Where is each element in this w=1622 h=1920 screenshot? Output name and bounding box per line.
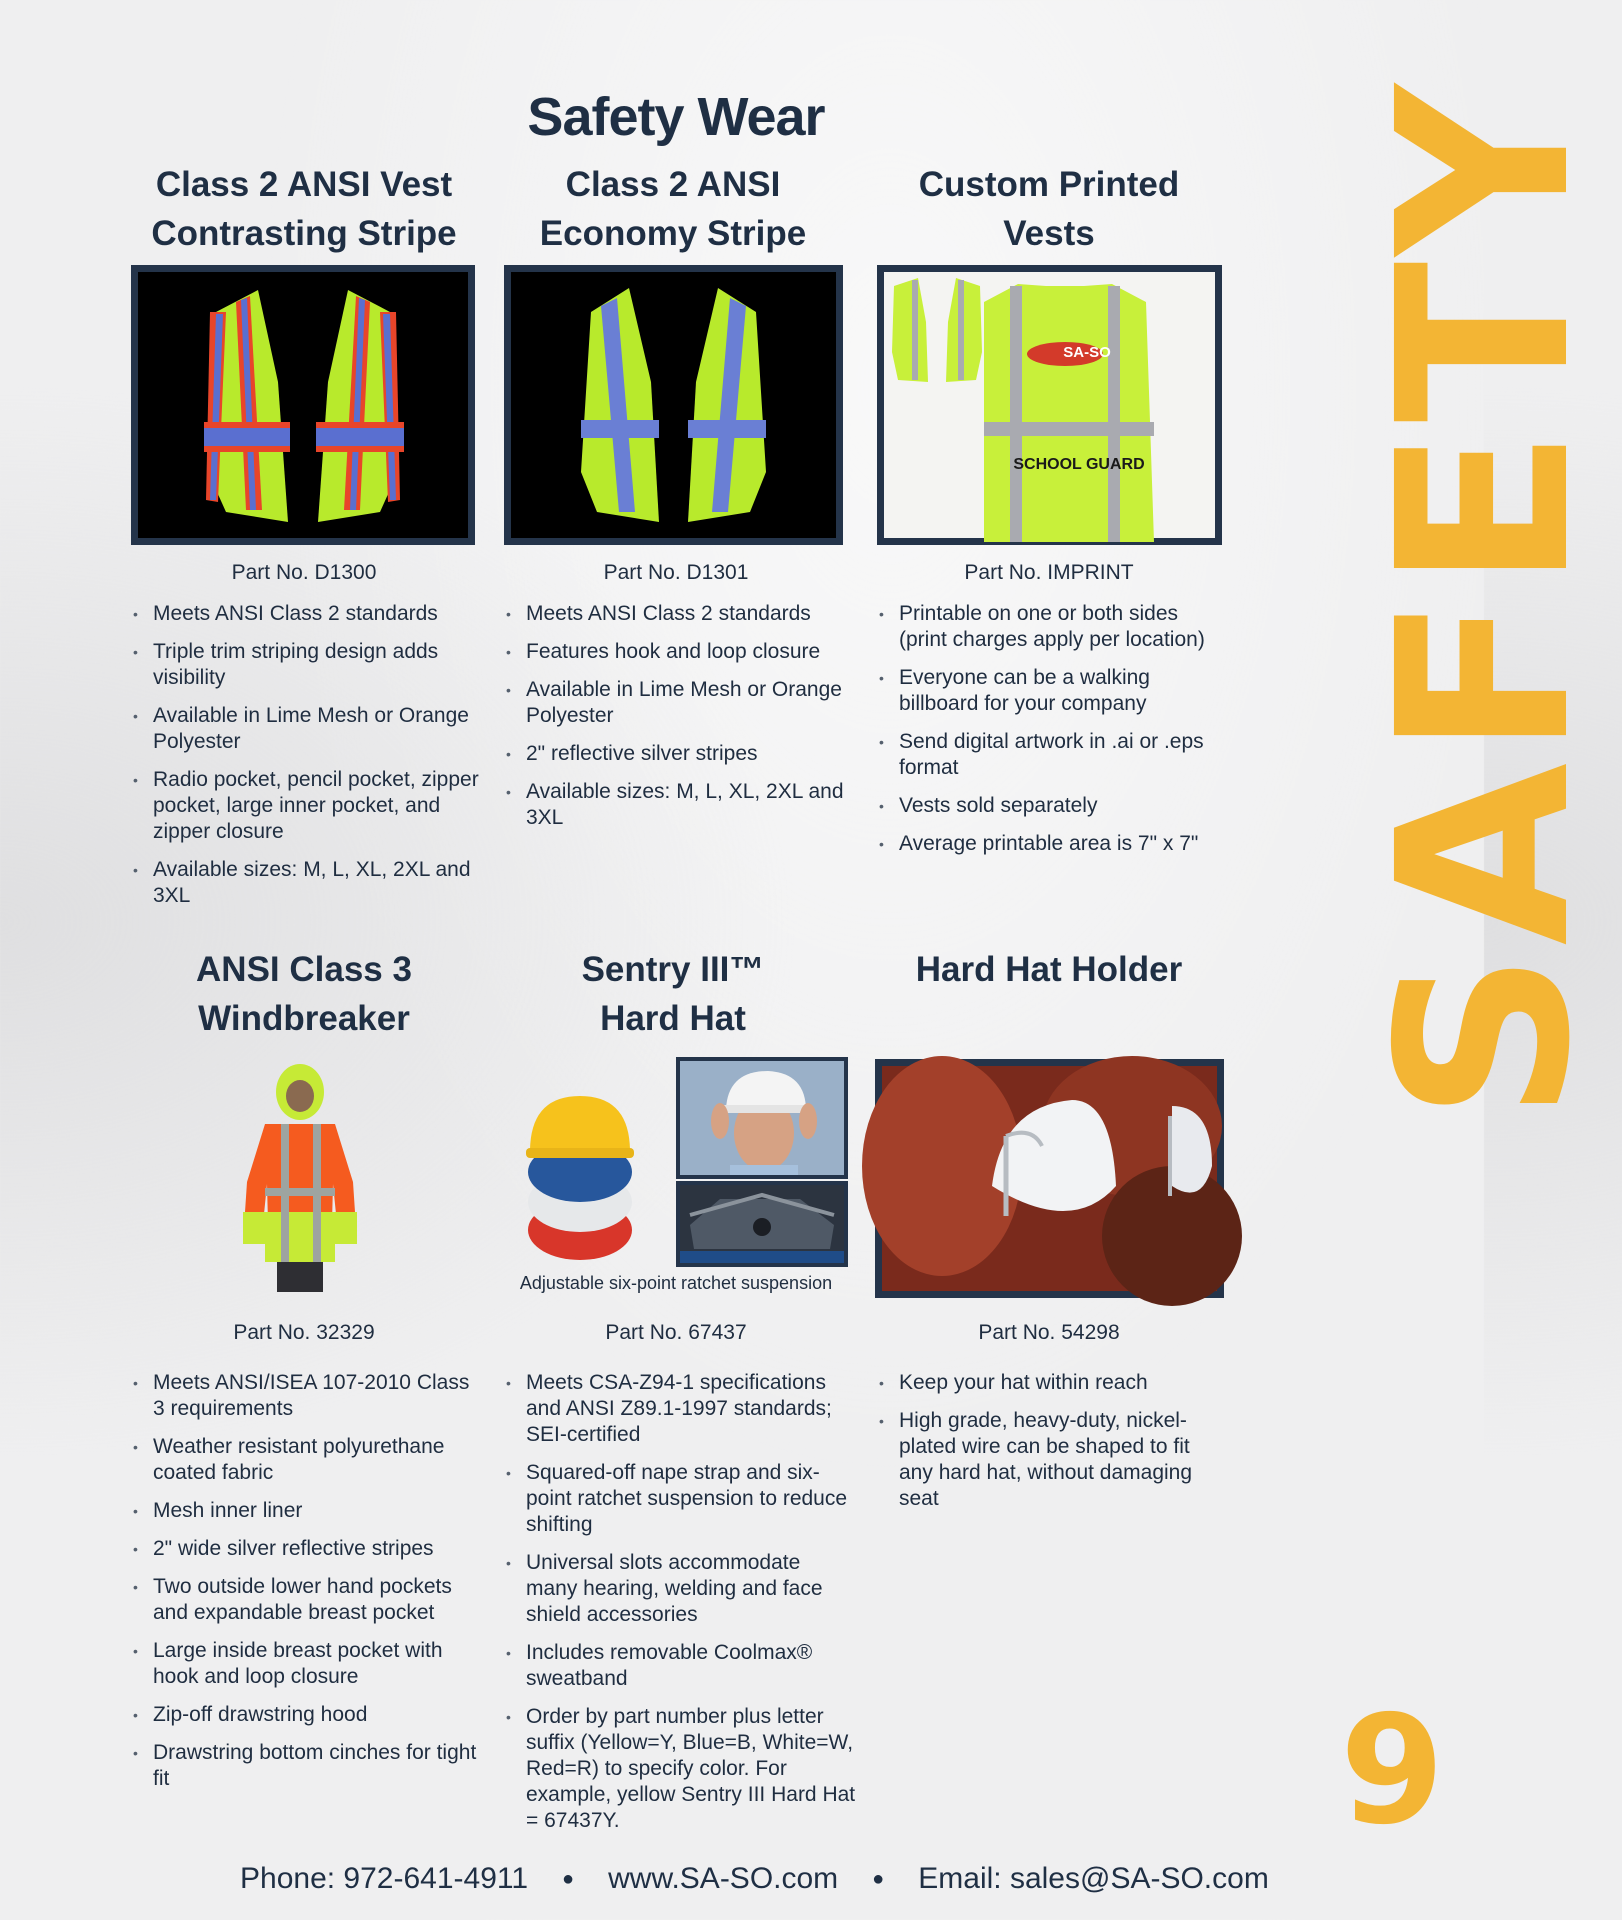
hard-hat-stack-photo xyxy=(520,1090,640,1270)
list-item: • Weather resistant polyurethane coated fabric xyxy=(131,1434,483,1486)
hard-hat-holder-illustration xyxy=(882,1066,1217,1291)
part-number: Part No. D1300 xyxy=(231,561,377,584)
part-number: Part No. 67437 xyxy=(605,1321,747,1344)
vest-logo-text: SA-SO xyxy=(1063,344,1111,361)
list-item: • Universal slots accommodate many hearing, welding and face shield accessories xyxy=(504,1550,856,1628)
list-item: • Meets ANSI Class 2 standards xyxy=(504,601,856,627)
list-item: • Vests sold separately xyxy=(877,793,1229,819)
list-item: • 2" wide silver reflective stripes xyxy=(131,1536,483,1562)
footer-contact xyxy=(240,1862,1269,1896)
vest-print-text: SCHOOL GUARD xyxy=(1013,456,1145,473)
windbreaker-photo xyxy=(225,1062,375,1294)
list-item: • Keep your hat within reach xyxy=(877,1370,1229,1396)
ratchet-suspension-illustration xyxy=(680,1185,844,1263)
page-number: 9 xyxy=(1340,1684,1445,1858)
list-item: • Available in Lime Mesh or Orange Polyester xyxy=(131,703,483,755)
product-title: Class 2 ANSI Vest Contrasting Stripe xyxy=(151,165,457,253)
list-item: • 2" reflective silver stripes xyxy=(504,741,856,767)
vest-economy-stripe-illustration xyxy=(511,272,836,538)
list-item: • Large inside breast pocket with hook and loop closure xyxy=(131,1638,483,1690)
product-title: Sentry III™ Hard Hat xyxy=(581,950,765,1038)
list-item: • Triple trim striping design adds visibility xyxy=(131,639,483,691)
list-item: • Radio pocket, pencil pocket, zipper pocket, large inner pocket, and zipper closure xyxy=(131,767,483,845)
list-item: • Meets ANSI Class 2 standards xyxy=(131,601,483,627)
separator-dot-icon: ● xyxy=(872,1867,885,1890)
vest-contrasting-stripe-illustration xyxy=(138,272,468,538)
list-item: • Drawstring bottom cinches for tight fit xyxy=(131,1740,483,1792)
list-item: • Available sizes: M, L, XL, 2XL and 3XL xyxy=(504,779,856,831)
feature-list-54298 xyxy=(877,1370,1229,1524)
product-card-54298 xyxy=(869,945,1229,1043)
photo-caption: Adjustable six-point ratchet suspension xyxy=(519,1273,833,1293)
part-number: Part No. 54298 xyxy=(978,1321,1120,1344)
list-item: • Printable on one or both sides (print charges apply per location) xyxy=(877,601,1229,653)
product-card-d1300 xyxy=(124,160,484,258)
product-card-32329 xyxy=(124,945,484,1043)
list-item: • Send digital artwork in .ai or .eps format xyxy=(877,729,1229,781)
list-item: • High grade, heavy-duty, nickel-plated wire can be shaped to fit any hard hat, without damaging seat xyxy=(877,1408,1229,1512)
product-card-67437 xyxy=(493,945,853,1043)
list-item: • Mesh inner liner xyxy=(131,1498,483,1524)
product-title: ANSI Class 3 Windbreaker xyxy=(196,950,412,1038)
list-item: • Everyone can be a walking billboard for your company xyxy=(877,665,1229,717)
product-card-d1301 xyxy=(493,160,853,258)
page-title: Safety Wear xyxy=(527,87,825,147)
feature-list-67437 xyxy=(504,1370,856,1846)
custom-printed-vest-illustration xyxy=(884,272,1215,538)
product-title: Hard Hat Holder xyxy=(915,950,1183,989)
list-item: • Meets CSA-Z94-1 specifications and ANSI Z89.1-1997 standards; SEI-certified xyxy=(504,1370,856,1448)
windbreaker-illustration xyxy=(225,1062,375,1294)
product-title: Custom Printed Vests xyxy=(918,165,1180,253)
part-number: Part No. 32329 xyxy=(233,1321,375,1344)
feature-list-imprint xyxy=(877,601,1229,869)
footer-email-link[interactable]: Email: sales@SA-SO.com xyxy=(918,1862,1269,1895)
vest-contrasting-stripe-photo xyxy=(131,265,475,545)
hard-hat-worn-photo xyxy=(676,1057,848,1179)
footer-phone: Phone: 972-641-4911 xyxy=(240,1862,529,1895)
list-item: • Includes removable Coolmax® sweatband xyxy=(504,1640,856,1692)
ratchet-suspension-photo xyxy=(676,1181,848,1267)
list-item: • Meets ANSI/ISEA 107-2010 Class 3 requirements xyxy=(131,1370,483,1422)
custom-printed-vest-photo xyxy=(877,265,1222,545)
part-number: Part No. IMPRINT xyxy=(964,561,1134,584)
footer-website-link[interactable]: www.SA-SO.com xyxy=(608,1862,839,1895)
hard-hat-holder-photo xyxy=(875,1059,1224,1298)
list-item: • Order by part number plus letter suffix (Yellow=Y, Blue=B, White=W, Red=R) to specify color. For example, yellow Sentry III Hard Hat = 67437Y. xyxy=(504,1704,856,1834)
list-item: • Average printable area is 7" x 7" xyxy=(877,831,1229,857)
vest-economy-stripe-photo xyxy=(504,265,843,545)
list-item: • Two outside lower hand pockets and expandable breast pocket xyxy=(131,1574,483,1626)
list-item: • Available in Lime Mesh or Orange Polyester xyxy=(504,677,856,729)
feature-list-d1301 xyxy=(504,601,856,843)
product-card-imprint xyxy=(869,160,1229,258)
list-item: • Available sizes: M, L, XL, 2XL and 3XL xyxy=(131,857,483,909)
feature-list-d1300 xyxy=(131,601,483,921)
hard-hat-worn-illustration xyxy=(680,1061,844,1175)
product-title: Class 2 ANSI Economy Stripe xyxy=(539,165,807,253)
feature-list-32329 xyxy=(131,1370,483,1804)
list-item: • Features hook and loop closure xyxy=(504,639,856,665)
part-number: Part No. D1301 xyxy=(603,561,749,584)
list-item: • Squared-off nape strap and six-point ratchet suspension to reduce shifting xyxy=(504,1460,856,1538)
side-word-text: SAFETY xyxy=(1347,78,1622,1122)
side-word-banner xyxy=(1298,78,1622,1122)
hard-hat-stack-illustration xyxy=(520,1090,640,1270)
list-item: • Zip-off drawstring hood xyxy=(131,1702,483,1728)
separator-dot-icon: ● xyxy=(562,1867,575,1890)
